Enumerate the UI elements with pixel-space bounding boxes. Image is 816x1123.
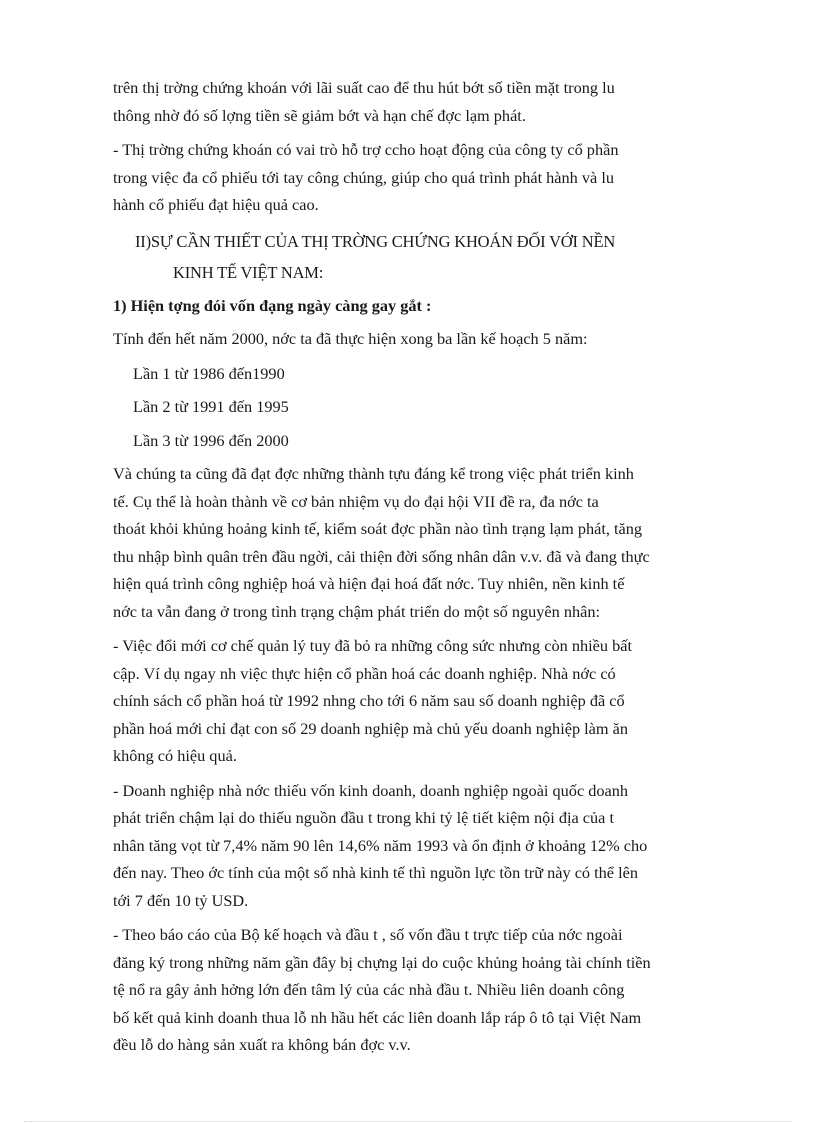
- text-line: thu nhập bình quân trên đầu ngời, cải thiện đời sống nhân dân v.v. đã và đang thực: [113, 546, 650, 566]
- text-line: đều lỗ do hàng sản xuất ra không bán đợc v.v.: [113, 1035, 411, 1054]
- text-line: phát triển chậm lại do thiếu nguồn đầu t trong khi tỷ lệ tiết kiệm nội địa của t: [113, 808, 614, 827]
- text-line: hành cổ phiếu đạt hiệu quả cao.: [113, 195, 319, 214]
- subsection-heading: 1) Hiện tợng đói vốn đạng ngày càng gay gắt :: [113, 295, 432, 315]
- intro-sentence: Tính đến hết năm 2000, nớc ta đã thực hiện xong ba lần kế hoạch 5 năm:: [113, 329, 588, 348]
- paragraph: [113, 921, 740, 1059]
- page-bottom-divider: [24, 1121, 792, 1122]
- text-line: - Việc đổi mới cơ chế quản lý tuy đã bỏ ra những công sức nhưng còn nhiều bất: [113, 636, 632, 655]
- text-line: nhân tăng vọt từ 7,4% năm 90 lên 14,6% năm 1993 và ổn định ở khoảng 12% cho: [113, 835, 648, 855]
- section-heading-line: II)SỰ CẦN THIẾT CỦA THỊ TRỜNG CHỨNG KHOÁN ĐỐI VỚI NỀN: [135, 231, 616, 251]
- text-line: không có hiệu quả.: [113, 746, 237, 765]
- text-line: đăng ký trong những năm gần đây bị chựng lại do cuộc khủng hoảng tài chính tiền: [113, 952, 651, 972]
- text-line: chính sách cổ phần hoá từ 1992 nhng cho tới 6 năm sau số doanh nghiệp đã cổ: [113, 691, 625, 710]
- document-page: [113, 74, 740, 1066]
- text-line: - Theo báo cáo của Bộ kế hoạch và đầu t , số vốn đầu t trực tiếp của nớc ngoài: [113, 925, 623, 944]
- list-item: Lần 2 từ 1991 đến 1995: [133, 397, 289, 416]
- text-line: cập. Ví dụ ngay nh việc thực hiện cổ phần hoá các doanh nghiệp. Nhà nớc có: [113, 663, 616, 683]
- text-line: trên thị trờng chứng khoán với lãi suất cao để thu hút bớt số tiền mặt trong lu: [113, 78, 615, 97]
- text-line: hiện quá trình công nghiệp hoá và hiện đại hoá đất nớc. Tuy nhiên, nền kinh tế: [113, 574, 625, 593]
- text-line: trong việc đa cổ phiếu tới tay công chúng, giúp cho quá trình phát hành và lu: [113, 167, 614, 187]
- paragraph: [113, 136, 740, 219]
- text-line: Và chúng ta cũng đã đạt đợc những thành tựu đáng kể trong việc phát triển kinh: [113, 464, 634, 483]
- text-line: - Doanh nghiệp nhà nớc thiếu vốn kinh doanh, doanh nghiệp ngoài quốc doanh: [113, 780, 629, 800]
- text-line: tế. Cụ thể là hoàn thành về cơ bản nhiệm vụ do đại hội VII đề ra, đa nớc ta: [113, 491, 599, 511]
- text-line: tới 7 đến 10 tỷ USD.: [113, 890, 249, 910]
- text-line: thoát khỏi khủng hoảng kinh tế, kiểm soát đợc phần nào tình trạng lạm phát, tăng: [113, 519, 643, 538]
- text-line: bố kết quả kinh doanh thua lỗ nh hầu hết các liên doanh lắp ráp ô tô tại Việt Nam: [113, 1007, 642, 1027]
- text-line: đến nay. Theo ớc tính của một số nhà kinh tế thì nguồn lực tồn trữ này có thể lên: [113, 863, 638, 882]
- text-line: nớc ta vẫn đang ở trong tình trạng chậm phát triển do một số nguyên nhân:: [113, 601, 601, 621]
- paragraph: [113, 777, 740, 915]
- text-line: - Thị trờng chứng khoán có vai trò hỗ trợ ccho hoạt động của công ty cổ phần: [113, 140, 619, 159]
- text-line: phần hoá mới chỉ đạt con số 29 doanh nghiệp mà chủ yếu doanh nghiệp làm ăn: [113, 718, 629, 738]
- list-item: Lần 3 từ 1996 đến 2000: [133, 430, 289, 450]
- plan-list: [113, 360, 740, 455]
- section-heading-line: KINH TẾ VIỆT NAM:: [173, 262, 324, 282]
- list-item: Lần 1 từ 1986 đến1990: [133, 363, 285, 383]
- paragraph: [113, 74, 740, 129]
- paragraph: [113, 632, 740, 770]
- text-line: tệ nổ ra gây ảnh hởng lớn đến tâm lý của các nhà đầu t. Nhiều liên doanh công: [113, 980, 625, 999]
- text-line: thông nhờ đó số lợng tiền sẽ giảm bớt và hạn chế đợc lạm phát.: [113, 105, 526, 125]
- paragraph: [113, 460, 740, 625]
- section-heading: [135, 226, 740, 288]
